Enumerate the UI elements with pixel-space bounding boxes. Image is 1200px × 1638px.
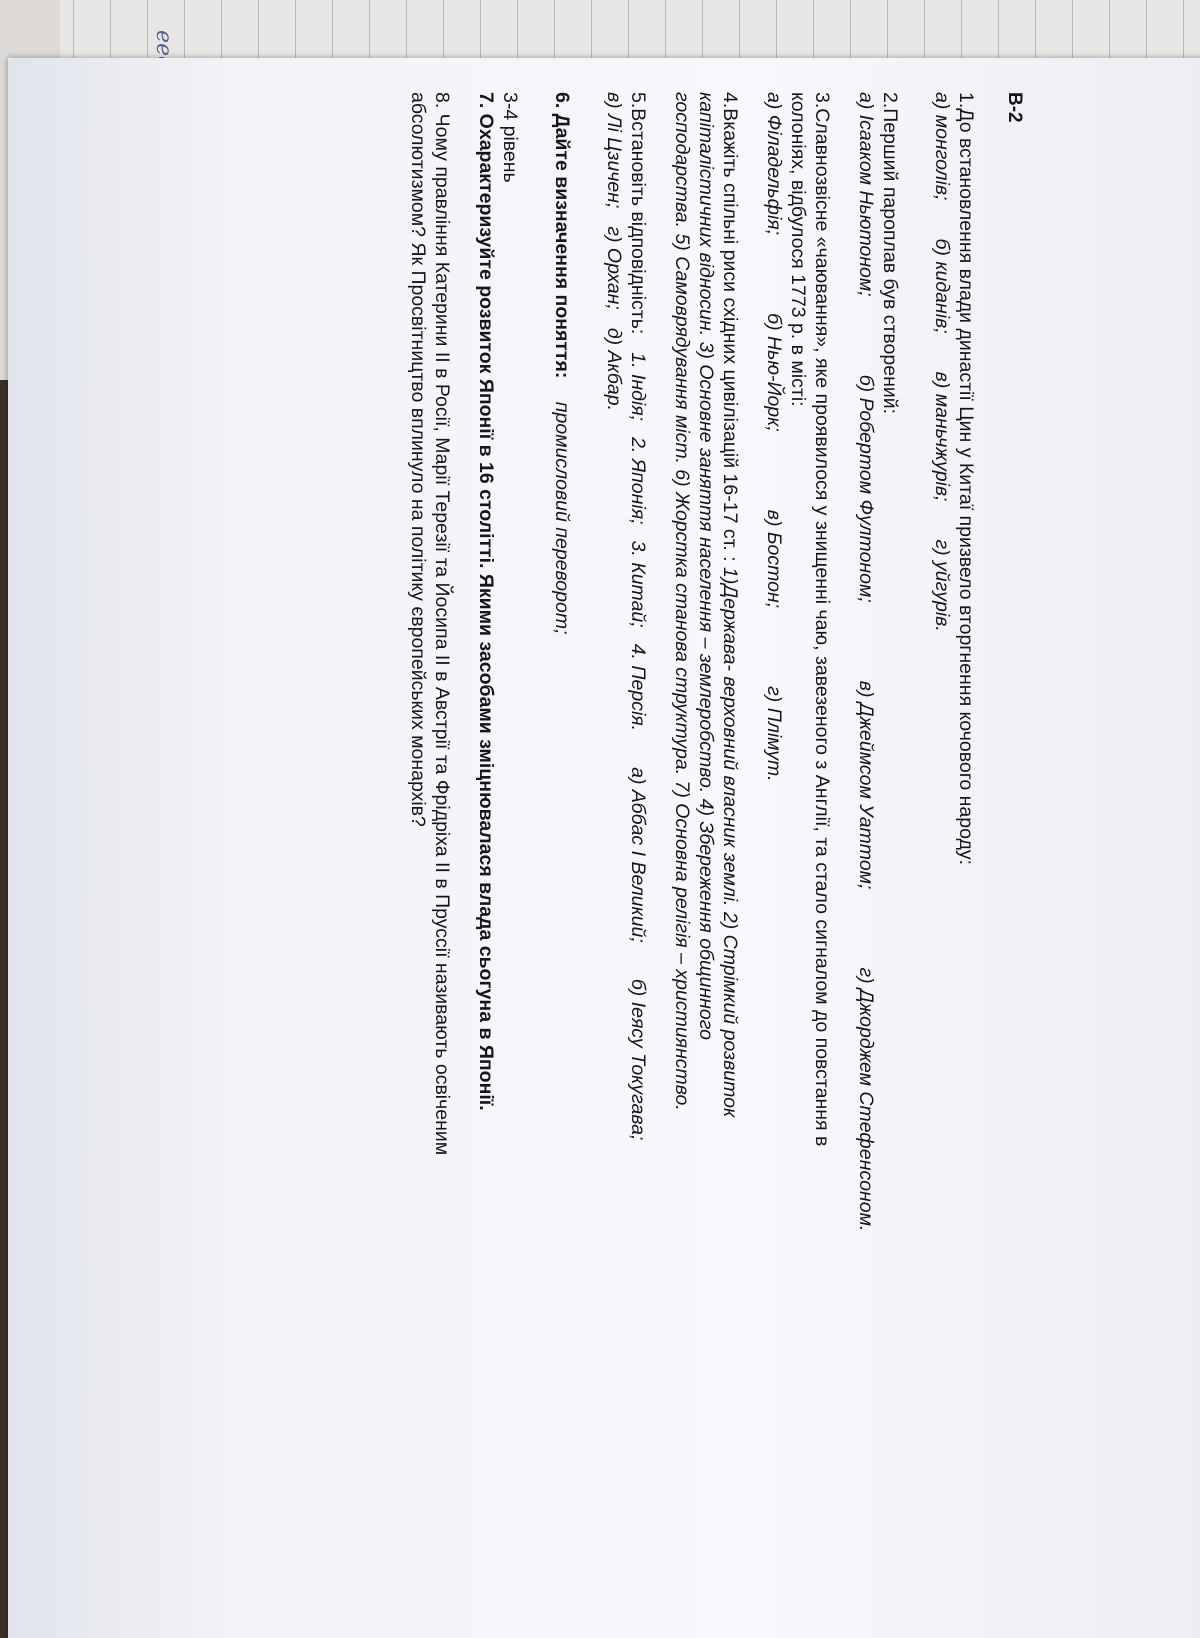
question-3-line-2: колоніях, відбулося 1773 р. в місті: [787,92,809,407]
question-3-options [762,92,786,1560]
question-6-line [550,92,574,1560]
q1-option-b: б) киданів; [931,238,953,334]
level-label: 3-4 рівень [499,92,521,183]
q5-ruler-d: г) Орхан; [603,226,625,310]
q3-option-b: б) Нью-Йорк; [763,313,785,432]
question-4-line-3: господарства. 5) Самоврядування міст. 6) Жорстка станова структура. 7) Основна релігія – християнство. [671,92,693,1111]
q3-option-d: г) Плімут. [763,686,785,782]
q4-items-start: 1)Держава- верховний власник землі. 2) Стрімкий розвиток [719,567,741,1118]
q6-term: промисловий переворот; [551,401,573,635]
question-8-line-1: 8. Чому правління Катерини ІІ в Росії, Марії Терезії та Йосипа ІІ в Австрії та Фрідріха ІІ в Пруссії називають освіченим [431,92,453,1156]
question-1-text: 1.До встановлення влади династії Цин у Китаї призвело вторгнення кочового народу: [955,92,977,866]
q5-ruler-b: б) Іеясу Токугава; [627,978,649,1141]
q5-country-2: 2. Японія; [627,437,649,525]
q2-option-a: а) Ісааком Ньютоном; [855,92,877,297]
question-2-text: 2.Перший пароплав був створений: [879,92,901,415]
q5-country-1: 1. Індія; [627,352,649,422]
q2-option-b: б) Робертом Фултоном; [855,374,877,603]
question-1-options [930,92,954,1560]
q5-ruler-a: а) Аббас І Великий; [627,767,649,943]
question-4-line-1 [718,92,742,1560]
q5-prefix: 5.Встановіть відповідність: [627,92,649,335]
question-5-line-1 [626,92,650,1560]
question-3-line-1: 3.Славнозвісне «чаювання», яке проявилося у знищенні чаю, завезеного з Англії, та стало сигналом до повстання в [811,92,833,1147]
question-8-line-2: абсолютизмом? Як Просвітництво вплинуло на політику європейських монархів? [407,92,429,827]
q5-ruler-c: в) Лі Цзичен; [603,92,625,209]
q5-ruler-e: д) Акбар. [603,327,625,412]
q3-option-a: а) Філадельфія; [763,92,785,236]
q5-country-3: 3. Китай; [627,540,649,628]
q6-text: 6. Дайте визначення поняття: [551,92,573,379]
q4-prefix: 4.Вкажіть спільні риси східних цивілізацій 16-17 ст. : [719,92,741,562]
q5-country-4: 4. Персія. [627,643,649,732]
q1-option-c: в) маньчжурів; [931,371,953,502]
q2-option-c: в) Джеймсом Уаттом; [855,680,877,890]
question-2-options [854,92,878,1560]
q2-option-d: г) Джорджем Стефенсоном. [855,967,877,1232]
question-4-line-2: капіталістичних відносин. 3) Основне заняття населення – землеробство. 4) Збереження общинного [695,92,717,1040]
question-5-line-2 [602,92,626,1560]
q1-option-d: г) уйгурів. [931,539,953,632]
exam-page [140,80,1040,1560]
variant-heading: В-2 [1004,92,1025,123]
question-7-text: 7. Охарактеризуйте розвиток Японії в 16 столітті. Якими засобами зміцнювалася влада сьогуна в Японії. [475,92,497,1111]
q3-option-c: в) Бостон; [763,509,785,609]
q1-option-a: а) монголів; [931,92,953,201]
